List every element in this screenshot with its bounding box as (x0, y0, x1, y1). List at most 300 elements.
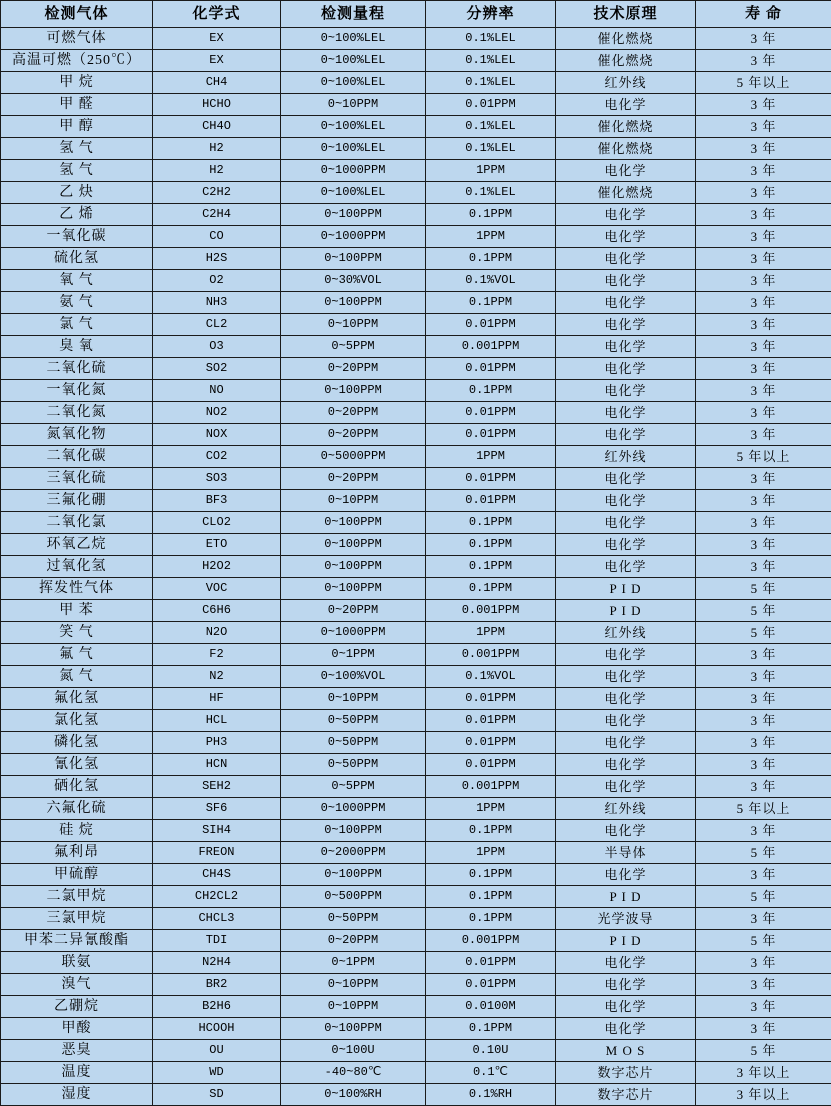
cell-gas-name: 高温可燃（250℃） (1, 50, 153, 72)
table-row (1, 754, 831, 776)
cell-technology: 催化燃烧 (556, 50, 696, 72)
cell-resolution: 0.1%RH (426, 1084, 556, 1106)
table-row (1, 930, 831, 952)
cell-measuring-range: 0~10PPM (281, 974, 426, 996)
cell-chemical-formula: SO2 (153, 358, 281, 380)
cell-lifetime: 5 年 (696, 886, 831, 908)
column-header-measuring-range: 检测量程 (281, 1, 426, 28)
cell-gas-name: 硫化氢 (1, 248, 153, 270)
cell-gas-name: 甲 醛 (1, 94, 153, 116)
cell-resolution: 0.001PPM (426, 776, 556, 798)
cell-measuring-range: 0~100%LEL (281, 50, 426, 72)
cell-lifetime: 5 年 (696, 600, 831, 622)
table-row (1, 94, 831, 116)
cell-resolution: 0.1PPM (426, 864, 556, 886)
cell-lifetime: 3 年 (696, 50, 831, 72)
cell-measuring-range: 0~100U (281, 1040, 426, 1062)
cell-chemical-formula: NO (153, 380, 281, 402)
table-row (1, 710, 831, 732)
cell-resolution: 0.001PPM (426, 644, 556, 666)
cell-chemical-formula: VOC (153, 578, 281, 600)
cell-measuring-range: 0~100PPM (281, 556, 426, 578)
cell-resolution: 0.01PPM (426, 314, 556, 336)
cell-gas-name: 温度 (1, 1062, 153, 1084)
cell-measuring-range: 0~100PPM (281, 534, 426, 556)
cell-chemical-formula: CHCL3 (153, 908, 281, 930)
cell-gas-name: 二氧化氮 (1, 402, 153, 424)
cell-resolution: 1PPM (426, 160, 556, 182)
cell-gas-name: 硒化氢 (1, 776, 153, 798)
cell-technology: 数字芯片 (556, 1084, 696, 1106)
cell-gas-name: 甲酸 (1, 1018, 153, 1040)
cell-resolution: 0.01PPM (426, 754, 556, 776)
table-row (1, 402, 831, 424)
cell-chemical-formula: N2H4 (153, 952, 281, 974)
cell-gas-name: 挥发性气体 (1, 578, 153, 600)
table-header (1, 1, 831, 28)
cell-technology: 电化学 (556, 754, 696, 776)
cell-resolution: 0.01PPM (426, 402, 556, 424)
cell-gas-name: 氟化氢 (1, 688, 153, 710)
cell-resolution: 0.01PPM (426, 974, 556, 996)
table-row (1, 182, 831, 204)
cell-technology: 催化燃烧 (556, 116, 696, 138)
table-row (1, 886, 831, 908)
cell-resolution: 0.1PPM (426, 534, 556, 556)
cell-technology: 电化学 (556, 358, 696, 380)
table-row (1, 138, 831, 160)
cell-chemical-formula: CH2CL2 (153, 886, 281, 908)
table-row (1, 424, 831, 446)
column-header-resolution: 分辨率 (426, 1, 556, 28)
cell-chemical-formula: HCOOH (153, 1018, 281, 1040)
cell-measuring-range: 0~10PPM (281, 314, 426, 336)
cell-resolution: 0.1PPM (426, 292, 556, 314)
cell-chemical-formula: TDI (153, 930, 281, 952)
cell-lifetime: 3 年 (696, 490, 831, 512)
table-row (1, 116, 831, 138)
table-row (1, 952, 831, 974)
cell-chemical-formula: CL2 (153, 314, 281, 336)
cell-lifetime: 3 年 (696, 182, 831, 204)
cell-resolution: 0.1PPM (426, 908, 556, 930)
cell-lifetime: 3 年 (696, 226, 831, 248)
cell-gas-name: 氮 气 (1, 666, 153, 688)
cell-chemical-formula: C2H2 (153, 182, 281, 204)
cell-gas-name: 甲 苯 (1, 600, 153, 622)
cell-chemical-formula: F2 (153, 644, 281, 666)
cell-measuring-range: 0~10PPM (281, 490, 426, 512)
cell-gas-name: 甲苯二异氰酸酯 (1, 930, 153, 952)
cell-technology: 电化学 (556, 402, 696, 424)
cell-lifetime: 3 年 (696, 644, 831, 666)
cell-resolution: 0.01PPM (426, 952, 556, 974)
cell-lifetime: 3 年 (696, 776, 831, 798)
cell-measuring-range: 0~100PPM (281, 578, 426, 600)
cell-technology: 电化学 (556, 688, 696, 710)
cell-measuring-range: 0~1000PPM (281, 160, 426, 182)
cell-measuring-range: 0~20PPM (281, 600, 426, 622)
cell-measuring-range: 0~20PPM (281, 468, 426, 490)
cell-technology: 电化学 (556, 380, 696, 402)
cell-lifetime: 3 年 (696, 248, 831, 270)
cell-chemical-formula: SO3 (153, 468, 281, 490)
cell-measuring-range: 0~2000PPM (281, 842, 426, 864)
cell-lifetime: 3 年 (696, 732, 831, 754)
cell-lifetime: 5 年 (696, 578, 831, 600)
cell-chemical-formula: FREON (153, 842, 281, 864)
table-body (1, 28, 831, 1106)
cell-gas-name: 氟利昂 (1, 842, 153, 864)
table-row (1, 974, 831, 996)
cell-lifetime: 3 年 (696, 754, 831, 776)
cell-resolution: 0.1%LEL (426, 50, 556, 72)
cell-lifetime: 5 年以上 (696, 446, 831, 468)
cell-resolution: 0.1%VOL (426, 666, 556, 688)
cell-lifetime: 3 年 (696, 996, 831, 1018)
cell-technology: 电化学 (556, 204, 696, 226)
cell-resolution: 0.01PPM (426, 358, 556, 380)
cell-resolution: 1PPM (426, 226, 556, 248)
cell-chemical-formula: NO2 (153, 402, 281, 424)
cell-chemical-formula: PH3 (153, 732, 281, 754)
cell-technology: 电化学 (556, 270, 696, 292)
cell-lifetime: 3 年 (696, 688, 831, 710)
cell-lifetime: 3 年以上 (696, 1062, 831, 1084)
cell-chemical-formula: EX (153, 28, 281, 50)
cell-technology: 电化学 (556, 556, 696, 578)
cell-gas-name: 过氧化氢 (1, 556, 153, 578)
table-row (1, 578, 831, 600)
cell-lifetime: 3 年 (696, 512, 831, 534)
cell-gas-name: 氯 气 (1, 314, 153, 336)
column-header-lifetime: 寿 命 (696, 1, 831, 28)
cell-technology: 电化学 (556, 468, 696, 490)
cell-technology: 电化学 (556, 94, 696, 116)
cell-measuring-range: 0~1PPM (281, 952, 426, 974)
cell-lifetime: 3 年 (696, 270, 831, 292)
cell-technology: 电化学 (556, 820, 696, 842)
cell-resolution: 0.1PPM (426, 204, 556, 226)
table-row (1, 292, 831, 314)
cell-measuring-range: 0~20PPM (281, 358, 426, 380)
cell-chemical-formula: C6H6 (153, 600, 281, 622)
cell-gas-name: 二氧化氯 (1, 512, 153, 534)
cell-measuring-range: 0~5PPM (281, 776, 426, 798)
cell-gas-name: 氮氧化物 (1, 424, 153, 446)
cell-measuring-range: 0~20PPM (281, 930, 426, 952)
cell-gas-name: 可燃气体 (1, 28, 153, 50)
cell-chemical-formula: OU (153, 1040, 281, 1062)
cell-lifetime: 3 年 (696, 160, 831, 182)
cell-gas-name: 恶臭 (1, 1040, 153, 1062)
cell-gas-name: 甲 醇 (1, 116, 153, 138)
cell-technology: 电化学 (556, 776, 696, 798)
cell-measuring-range: 0~100PPM (281, 820, 426, 842)
cell-lifetime: 3 年 (696, 402, 831, 424)
cell-measuring-range: 0~100%VOL (281, 666, 426, 688)
cell-measuring-range: 0~100%LEL (281, 182, 426, 204)
cell-measuring-range: 0~50PPM (281, 754, 426, 776)
cell-chemical-formula: EX (153, 50, 281, 72)
cell-technology: 催化燃烧 (556, 182, 696, 204)
cell-gas-name: 乙 炔 (1, 182, 153, 204)
cell-chemical-formula: N2 (153, 666, 281, 688)
cell-measuring-range: 0~100%LEL (281, 28, 426, 50)
cell-technology: 红外线 (556, 72, 696, 94)
cell-technology: 电化学 (556, 490, 696, 512)
cell-technology: 电化学 (556, 314, 696, 336)
cell-lifetime: 5 年 (696, 842, 831, 864)
cell-technology: 电化学 (556, 974, 696, 996)
table-row (1, 732, 831, 754)
cell-lifetime: 3 年 (696, 380, 831, 402)
cell-resolution: 0.1%LEL (426, 116, 556, 138)
cell-technology: 电化学 (556, 666, 696, 688)
table-row (1, 798, 831, 820)
cell-lifetime: 3 年 (696, 952, 831, 974)
cell-measuring-range: 0~100%LEL (281, 116, 426, 138)
cell-lifetime: 3 年 (696, 534, 831, 556)
cell-lifetime: 3 年 (696, 336, 831, 358)
cell-chemical-formula: O2 (153, 270, 281, 292)
cell-chemical-formula: C2H4 (153, 204, 281, 226)
cell-lifetime: 3 年 (696, 556, 831, 578)
table-row (1, 556, 831, 578)
table-row (1, 864, 831, 886)
cell-technology: 电化学 (556, 996, 696, 1018)
cell-chemical-formula: H2S (153, 248, 281, 270)
table-row (1, 622, 831, 644)
cell-gas-name: 环氧乙烷 (1, 534, 153, 556)
cell-measuring-range: 0~100PPM (281, 380, 426, 402)
table-row (1, 72, 831, 94)
cell-measuring-range: 0~100PPM (281, 204, 426, 226)
cell-measuring-range: 0~100PPM (281, 292, 426, 314)
cell-resolution: 0.1%LEL (426, 138, 556, 160)
cell-chemical-formula: SEH2 (153, 776, 281, 798)
cell-resolution: 0.01PPM (426, 490, 556, 512)
table-row (1, 204, 831, 226)
cell-gas-name: 氯化氢 (1, 710, 153, 732)
table-row (1, 226, 831, 248)
cell-lifetime: 3 年 (696, 666, 831, 688)
table-row (1, 1062, 831, 1084)
cell-resolution: 0.1PPM (426, 380, 556, 402)
cell-resolution: 0.1%LEL (426, 72, 556, 94)
cell-resolution: 1PPM (426, 622, 556, 644)
table-row (1, 534, 831, 556)
cell-technology: 催化燃烧 (556, 28, 696, 50)
cell-technology: 催化燃烧 (556, 138, 696, 160)
cell-gas-name: 二氯甲烷 (1, 886, 153, 908)
cell-technology: M O S (556, 1040, 696, 1062)
cell-lifetime: 5 年 (696, 930, 831, 952)
cell-chemical-formula: N2O (153, 622, 281, 644)
cell-gas-name: 氟 气 (1, 644, 153, 666)
cell-chemical-formula: WD (153, 1062, 281, 1084)
cell-gas-name: 臭 氧 (1, 336, 153, 358)
cell-chemical-formula: CO2 (153, 446, 281, 468)
cell-technology: 电化学 (556, 248, 696, 270)
cell-lifetime: 3 年 (696, 358, 831, 380)
cell-lifetime: 5 年 (696, 622, 831, 644)
column-header-chemical-formula: 化学式 (153, 1, 281, 28)
table-row (1, 490, 831, 512)
cell-resolution: 0.1PPM (426, 512, 556, 534)
cell-lifetime: 3 年 (696, 468, 831, 490)
table-row (1, 160, 831, 182)
cell-resolution: 0.01PPM (426, 688, 556, 710)
cell-resolution: 0.01PPM (426, 94, 556, 116)
cell-chemical-formula: CLO2 (153, 512, 281, 534)
cell-measuring-range: 0~50PPM (281, 710, 426, 732)
cell-measuring-range: 0~100PPM (281, 1018, 426, 1040)
cell-resolution: 0.01PPM (426, 732, 556, 754)
cell-lifetime: 3 年以上 (696, 1084, 831, 1106)
cell-chemical-formula: NOX (153, 424, 281, 446)
cell-technology: 电化学 (556, 292, 696, 314)
cell-resolution: 0.1PPM (426, 1018, 556, 1040)
cell-chemical-formula: BR2 (153, 974, 281, 996)
cell-chemical-formula: O3 (153, 336, 281, 358)
cell-technology: 电化学 (556, 1018, 696, 1040)
table-row (1, 908, 831, 930)
cell-measuring-range: 0~100PPM (281, 512, 426, 534)
cell-technology: 电化学 (556, 952, 696, 974)
cell-chemical-formula: HCHO (153, 94, 281, 116)
cell-gas-name: 六氟化硫 (1, 798, 153, 820)
table-row (1, 688, 831, 710)
cell-lifetime: 5 年以上 (696, 798, 831, 820)
cell-gas-name: 乙硼烷 (1, 996, 153, 1018)
cell-lifetime: 3 年 (696, 28, 831, 50)
column-header-technology: 技术原理 (556, 1, 696, 28)
cell-measuring-range: -40~80℃ (281, 1062, 426, 1084)
table-row (1, 644, 831, 666)
cell-measuring-range: 0~10PPM (281, 688, 426, 710)
cell-gas-name: 一氧化氮 (1, 380, 153, 402)
cell-measuring-range: 0~10PPM (281, 996, 426, 1018)
cell-measuring-range: 0~1000PPM (281, 226, 426, 248)
cell-technology: 电化学 (556, 864, 696, 886)
cell-resolution: 0.1%LEL (426, 28, 556, 50)
cell-measuring-range: 0~20PPM (281, 424, 426, 446)
table-row (1, 996, 831, 1018)
cell-chemical-formula: HCL (153, 710, 281, 732)
table-row (1, 600, 831, 622)
cell-gas-name: 二氧化硫 (1, 358, 153, 380)
cell-measuring-range: 0~50PPM (281, 908, 426, 930)
cell-resolution: 0.01PPM (426, 424, 556, 446)
cell-lifetime: 5 年以上 (696, 72, 831, 94)
cell-gas-name: 甲硫醇 (1, 864, 153, 886)
cell-chemical-formula: H2 (153, 160, 281, 182)
cell-measuring-range: 0~100PPM (281, 248, 426, 270)
cell-gas-name: 氰化氢 (1, 754, 153, 776)
cell-resolution: 0.10U (426, 1040, 556, 1062)
table-row (1, 380, 831, 402)
cell-gas-name: 氢 气 (1, 160, 153, 182)
cell-measuring-range: 0~100PPM (281, 864, 426, 886)
table-row (1, 358, 831, 380)
cell-technology: 半导体 (556, 842, 696, 864)
cell-technology: 电化学 (556, 160, 696, 182)
cell-resolution: 0.1PPM (426, 886, 556, 908)
cell-chemical-formula: CO (153, 226, 281, 248)
cell-chemical-formula: SD (153, 1084, 281, 1106)
cell-technology: 电化学 (556, 534, 696, 556)
table-row (1, 776, 831, 798)
table-header-row (1, 1, 831, 28)
table-row (1, 28, 831, 50)
cell-resolution: 0.1PPM (426, 578, 556, 600)
cell-gas-name: 二氧化碳 (1, 446, 153, 468)
cell-technology: 红外线 (556, 798, 696, 820)
cell-lifetime: 3 年 (696, 116, 831, 138)
cell-technology: 电化学 (556, 226, 696, 248)
cell-lifetime: 3 年 (696, 864, 831, 886)
cell-resolution: 0.01PPM (426, 468, 556, 490)
cell-gas-name: 联氨 (1, 952, 153, 974)
cell-resolution: 0.1℃ (426, 1062, 556, 1084)
table-row (1, 248, 831, 270)
table-row (1, 1018, 831, 1040)
cell-gas-name: 溴气 (1, 974, 153, 996)
cell-chemical-formula: H2 (153, 138, 281, 160)
cell-resolution: 1PPM (426, 446, 556, 468)
cell-resolution: 0.01PPM (426, 710, 556, 732)
cell-technology: 电化学 (556, 336, 696, 358)
cell-lifetime: 3 年 (696, 1018, 831, 1040)
cell-lifetime: 3 年 (696, 94, 831, 116)
cell-technology: 数字芯片 (556, 1062, 696, 1084)
cell-resolution: 0.001PPM (426, 336, 556, 358)
cell-lifetime: 3 年 (696, 204, 831, 226)
cell-chemical-formula: CH4O (153, 116, 281, 138)
table-row (1, 1084, 831, 1106)
cell-gas-name: 硅 烷 (1, 820, 153, 842)
cell-resolution: 0.1PPM (426, 556, 556, 578)
cell-chemical-formula: NH3 (153, 292, 281, 314)
table-row (1, 842, 831, 864)
cell-resolution: 0.1PPM (426, 248, 556, 270)
cell-measuring-range: 0~100%LEL (281, 72, 426, 94)
cell-lifetime: 3 年 (696, 974, 831, 996)
cell-technology: 电化学 (556, 644, 696, 666)
cell-gas-name: 氧 气 (1, 270, 153, 292)
cell-chemical-formula: CH4 (153, 72, 281, 94)
cell-technology: 电化学 (556, 732, 696, 754)
table-row (1, 666, 831, 688)
cell-measuring-range: 0~1000PPM (281, 798, 426, 820)
cell-chemical-formula: SF6 (153, 798, 281, 820)
cell-lifetime: 3 年 (696, 820, 831, 842)
cell-chemical-formula: CH4S (153, 864, 281, 886)
cell-lifetime: 3 年 (696, 138, 831, 160)
cell-technology: 光学波导 (556, 908, 696, 930)
cell-technology: 电化学 (556, 710, 696, 732)
cell-chemical-formula: SIH4 (153, 820, 281, 842)
cell-lifetime: 5 年 (696, 1040, 831, 1062)
column-header-gas-name: 检测气体 (1, 1, 153, 28)
cell-technology: P I D (556, 578, 696, 600)
cell-chemical-formula: HF (153, 688, 281, 710)
cell-technology: 电化学 (556, 424, 696, 446)
cell-measuring-range: 0~20PPM (281, 402, 426, 424)
cell-gas-name: 三氯甲烷 (1, 908, 153, 930)
cell-chemical-formula: ETO (153, 534, 281, 556)
